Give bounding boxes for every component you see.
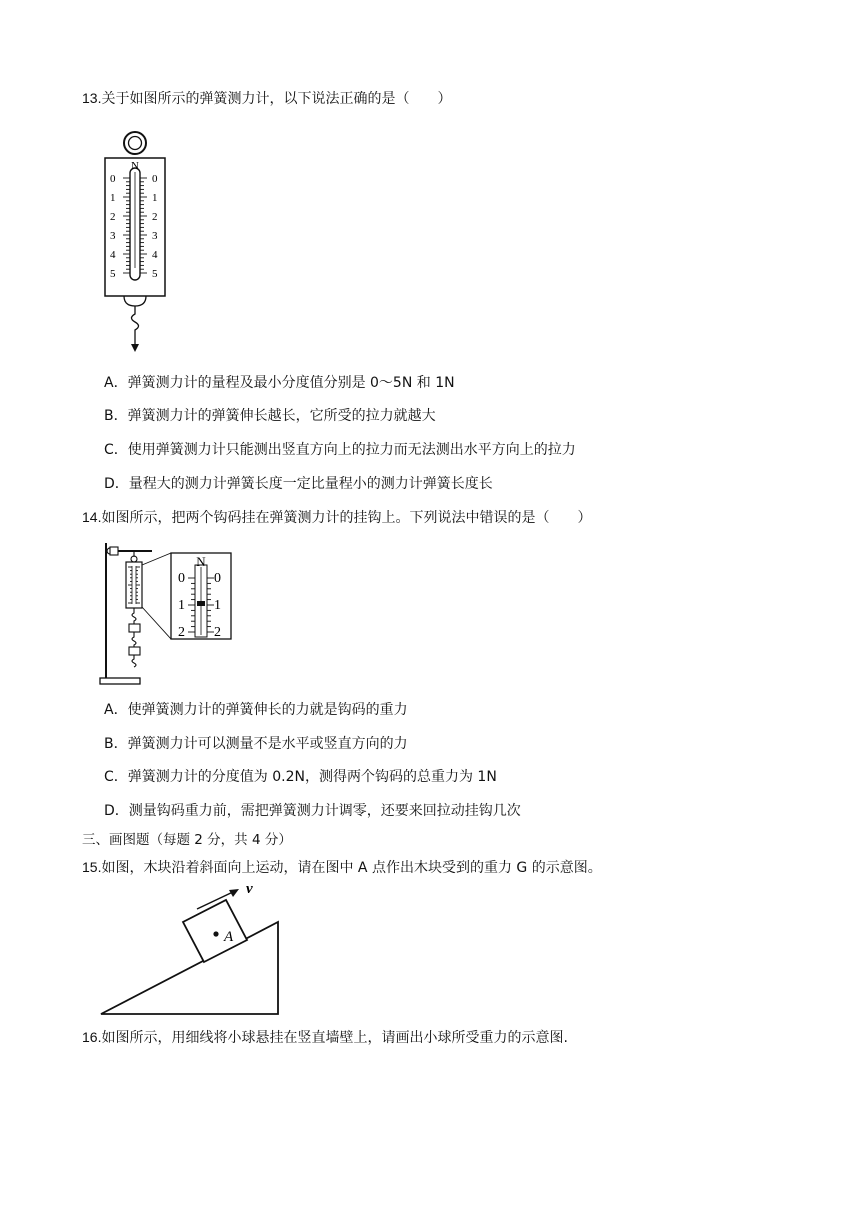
question-number: 16. bbox=[82, 1029, 102, 1045]
question-text: 如图，木块沿着斜面向上运动，请在图中 A 点作出木块受到的重力 G 的示意图。 bbox=[101, 860, 602, 876]
question-number: 15. bbox=[82, 859, 102, 875]
option-13-d[interactable]: D．量程大的测力计弹簧长度一定比量程小的测力计弹簧长度长 bbox=[104, 476, 493, 492]
option-14-a[interactable]: A．使弹簧测力计的弹簧伸长的力就是钩码的重力 bbox=[104, 702, 408, 718]
tick-label-right-2: 2 bbox=[152, 211, 158, 223]
incline-figure-15 bbox=[98, 880, 288, 1020]
arrow-down-icon bbox=[131, 344, 139, 352]
question-13-stem bbox=[82, 88, 451, 108]
question-number: 13. bbox=[82, 90, 102, 106]
spring-scale-stand-figure-14 bbox=[98, 535, 238, 690]
tick-label-right-2: 2 bbox=[214, 625, 221, 640]
tick-label-right-4: 4 bbox=[152, 249, 158, 261]
tick-label-left-4: 4 bbox=[110, 249, 116, 261]
tick-label-right-0: 0 bbox=[214, 571, 221, 586]
option-13-a[interactable]: A．弹簧测力计的量程及最小分度值分别是 0～5N 和 1N bbox=[104, 375, 455, 391]
question-text: 如图所示，用细线将小球悬挂在竖直墙壁上，请画出小球所受重力的示意图. bbox=[101, 1030, 568, 1046]
question-15-stem bbox=[82, 857, 602, 877]
ring-icon bbox=[124, 132, 146, 154]
tick-label-right-1: 1 bbox=[152, 192, 158, 204]
point-a-dot bbox=[213, 931, 218, 936]
unit-label: N bbox=[196, 554, 206, 569]
wooden-block bbox=[183, 900, 247, 962]
tick-label-left-3: 3 bbox=[110, 230, 116, 242]
tick-label-left-5: 5 bbox=[110, 268, 116, 280]
velocity-label: v bbox=[246, 881, 253, 897]
option-14-b[interactable]: B．弹簧测力计可以测量不是水平或竖直方向的力 bbox=[104, 736, 408, 752]
tick-label-right-5: 5 bbox=[152, 268, 158, 280]
option-13-c[interactable]: C．使用弹簧测力计只能测出竖直方向上的拉力而无法测出水平方向上的拉力 bbox=[104, 442, 576, 458]
question-text: 如图所示，把两个钩码挂在弹簧测力计的挂钩上。下列说法中错误的是（ ） bbox=[101, 510, 592, 526]
stand-base bbox=[100, 678, 140, 684]
pointer-marker bbox=[197, 601, 205, 606]
tick-label-left-0: 0 bbox=[178, 571, 185, 586]
hook-icon bbox=[132, 306, 139, 346]
weight-2 bbox=[129, 647, 140, 655]
unit-label: N bbox=[131, 160, 139, 172]
question-14-stem bbox=[82, 507, 591, 527]
tick-label-left-1: 1 bbox=[110, 192, 116, 204]
spring-scale-figure-13 bbox=[100, 128, 170, 358]
tick-label-right-1: 1 bbox=[214, 598, 221, 613]
section-heading: 三、画图题（每题 2 分，共 4 分） bbox=[82, 832, 292, 848]
option-13-b[interactable]: B．弹簧测力计的弹簧伸长越长，它所受的拉力就越大 bbox=[104, 408, 436, 424]
question-text: 关于如图所示的弹簧测力计，以下说法正确的是（ ） bbox=[101, 91, 452, 107]
point-a-label: A bbox=[224, 929, 234, 945]
tick-label-left-1: 1 bbox=[178, 598, 185, 613]
tick-label-left-2: 2 bbox=[110, 211, 116, 223]
tick-label-right-3: 3 bbox=[152, 230, 158, 242]
weight-1 bbox=[129, 624, 140, 632]
option-14-d[interactable]: D．测量钩码重力前，需把弹簧测力计调零，还要来回拉动挂钩几次 bbox=[104, 803, 521, 819]
tick-label-right-0: 0 bbox=[152, 173, 158, 185]
tick-label-left-2: 2 bbox=[178, 625, 185, 640]
tick-label-left-0: 0 bbox=[110, 173, 116, 185]
question-16-stem bbox=[82, 1027, 568, 1047]
question-number: 14. bbox=[82, 509, 102, 525]
option-14-c[interactable]: C．弹簧测力计的分度值为 0.2N，测得两个钩码的总重力为 1N bbox=[104, 769, 497, 785]
